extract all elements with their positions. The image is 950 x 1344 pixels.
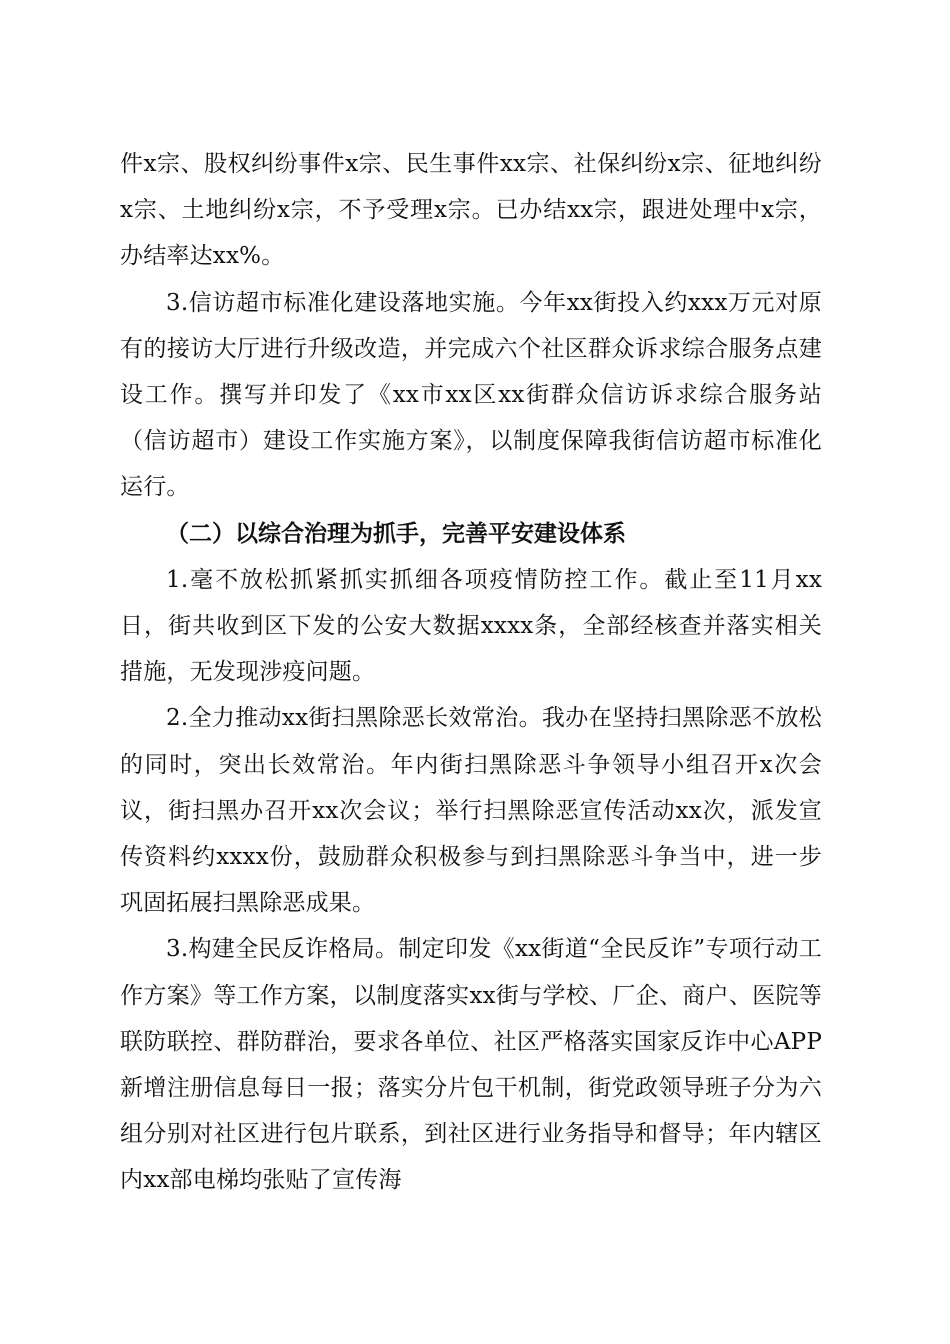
section-heading-2: （二）以综合治理为抓手，完善平安建设体系 [166, 519, 626, 547]
paragraph-item-1-epidemic-control: 1.毫不放松抓紧抓实抓细各项疫情防控工作。截止至11月xx日，街共收到区下发的公安大数据xxxx条，全部经核查并落实相关措施，无发现涉疫问题。 [120, 566, 822, 686]
paragraph-item-2-anti-crime: 2.全力推动xx街扫黑除恶长效常治。我办在坚持扫黑除恶不放松的同时，突出长效常治。年内街扫黑除恶斗争领导小组召开x次会议，街扫黑办召开xx次会议；举行扫黑除恶宣传活动xx次，派发宣传资料约xxxx份，鼓励群众积极参与到扫黑除恶斗争当中，进一步巩固拓展扫黑除恶成果。 [120, 705, 822, 917]
paragraph-item-3-anti-fraud: 3.构建全民反诈格局。制定印发《xx街道“全民反诈”专项行动工作方案》等工作方案，以制度落实xx街与学校、厂企、商户、医院等联防联控、群防群治，要求各单位、社区严格落实国家反诈中心APP新增注册信息每日一报；落实分片包干机制，街党政领导班子分为六组分别对社区进行包片联系，到社区进行业务指导和督导；年内辖区内xx部电梯均张贴了宣传海 [120, 936, 822, 1194]
paragraph-item-3-petition-supermarket: 3.信访超市标准化建设落地实施。今年xx街投入约xxx万元对原有的接访大厅进行升级改造，并完成六个社区群众诉求综合服务点建设工作。撰写并印发了《xx市xx区xx街群众信访诉求综合服务站（信访超市）建设工作实施方案》，以制度保障我街信访超市标准化运行。 [120, 289, 822, 501]
document-body [120, 141, 822, 1204]
paragraph-continuation: 件x宗、股权纠纷事件x宗、民生事件xx宗、社保纠纷x宗、征地纠纷x宗、土地纠纷x宗，不予受理x宗。已办结xx宗，跟进处理中x宗，办结率达xx%。 [120, 151, 822, 270]
